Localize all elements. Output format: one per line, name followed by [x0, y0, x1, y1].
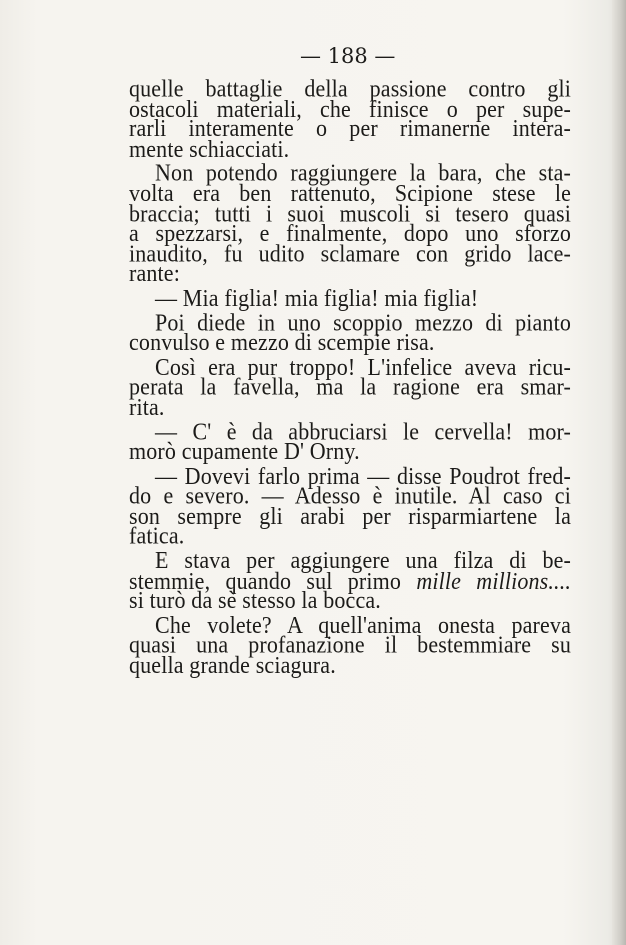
paragraph	[129, 546, 571, 614]
paragraph	[129, 159, 571, 287]
paragraph	[129, 462, 571, 550]
text-line	[129, 522, 571, 550]
line-text: Poi diede in uno scoppio mezzo di pianto	[155, 308, 571, 336]
text-line	[129, 586, 571, 614]
paragraph	[129, 308, 571, 356]
line-text: quasi una profanazione il bestemmiare su	[129, 631, 571, 659]
line-text: a spezzarsi, e finalmente, dopo uno sforzo	[129, 219, 571, 247]
line-text: son sempre gli arabi per risparmiartene la	[129, 502, 571, 530]
line-text: perata la favella, ma la ragione era smar-	[129, 373, 571, 401]
page-number: — 188 —	[300, 44, 396, 68]
page-edge-shadow	[612, 0, 626, 945]
text-line	[129, 328, 571, 356]
line-text: braccia; tutti i suoi muscoli si tesero quasi	[129, 199, 571, 227]
text-line	[129, 134, 571, 162]
line-text: quella grande sciagura.	[129, 651, 336, 679]
text-line	[129, 373, 571, 401]
line-text: — Dovevi farlo prima — disse Poudrot fred-	[155, 462, 571, 490]
italic-phrase: mille millions....	[416, 566, 571, 594]
body-text	[129, 74, 571, 679]
paragraph	[129, 417, 571, 465]
paragraph	[129, 611, 571, 679]
line-text: Che volete? A quell'anima onesta pareva	[155, 611, 571, 639]
text-line	[129, 502, 571, 530]
line-text: — C' è da abbruciarsi le cervella! mor-	[155, 417, 571, 445]
line-text: mente schiacciati.	[129, 134, 290, 162]
paragraph	[129, 284, 571, 312]
line-text: quelle battaglie della passione contro gli	[129, 74, 571, 102]
line-text: E stava per aggiungere una filza di be-	[155, 546, 571, 574]
text-line	[129, 437, 571, 465]
line-text: stemmie, quando sul primo	[129, 566, 417, 594]
line-text: — Mia figlia! mia figlia! mia figlia!	[155, 284, 479, 312]
text-line	[129, 259, 571, 287]
line-text: inaudito, fu udito sclamare con grido lace-	[129, 239, 571, 267]
paragraph	[129, 74, 571, 162]
text-line	[129, 239, 571, 267]
line-text: morò cupamente D' Orny.	[129, 437, 360, 465]
line-text: convulso e mezzo di scempie risa.	[129, 328, 435, 356]
line-text: do e severo. — Adesso è inutile. Al caso ci	[129, 482, 571, 510]
line-text: rante:	[129, 259, 180, 287]
text-line	[129, 651, 571, 679]
line-text: Così era pur troppo! L'infelice aveva ricu-	[155, 353, 571, 381]
text-line	[129, 393, 571, 421]
text-line	[129, 284, 571, 312]
paragraph	[129, 353, 571, 421]
line-text: si turò da sè stesso la bocca.	[129, 586, 381, 614]
line-text: Non potendo raggiungere la bara, che sta-	[155, 159, 571, 187]
line-text: fatica.	[129, 522, 185, 550]
line-text: volta era ben rattenuto, Scipione stese le	[129, 179, 571, 207]
line-text: ostacoli materiali, che finisce o per supe-	[129, 94, 571, 122]
line-text: rita.	[129, 393, 165, 421]
line-text: rarli interamente o per rimanerne intera-	[129, 114, 571, 142]
